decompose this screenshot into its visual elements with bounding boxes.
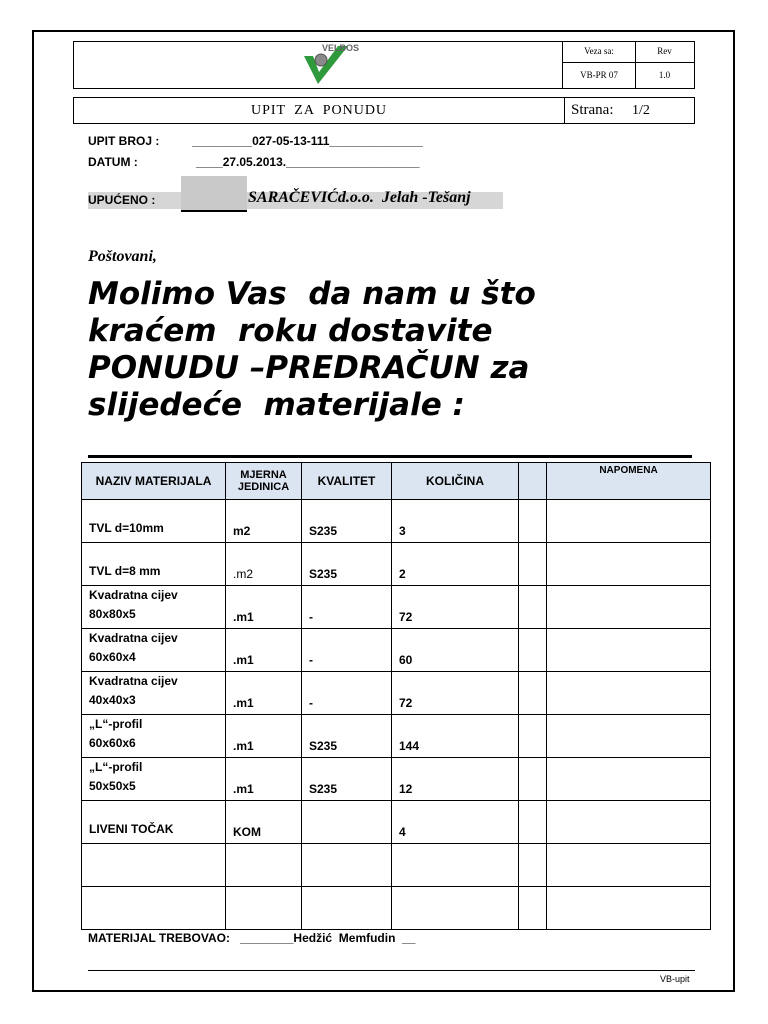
unit-value: .m1	[233, 739, 254, 753]
table-row	[82, 543, 711, 586]
qty-value	[399, 882, 518, 886]
unit-value: .m1	[233, 696, 254, 710]
name-line2	[89, 925, 225, 929]
cell-blank	[519, 586, 547, 629]
footer-code: VB-upit	[660, 974, 690, 984]
redacted-box	[181, 176, 247, 212]
cell-blank	[519, 715, 547, 758]
cell-qty	[392, 887, 519, 930]
unit-value: .m1	[233, 653, 254, 667]
quality-value: -	[309, 610, 313, 624]
name-line1: „L“-profil	[89, 760, 143, 774]
quality-value: S235	[309, 782, 338, 796]
quality-value: -	[309, 653, 313, 667]
name-line2: 40x40x3	[89, 693, 136, 707]
col-quality-header: KVALITET	[302, 463, 392, 500]
cell-unit	[226, 844, 302, 887]
cell-name	[82, 672, 226, 715]
page-label: Strana:	[571, 102, 614, 118]
cell-note	[547, 844, 711, 887]
requested-by	[88, 931, 415, 945]
name-line2: 80x80x5	[89, 607, 136, 621]
table-row	[82, 844, 711, 887]
cell-qty	[392, 758, 519, 801]
cell-name	[82, 758, 226, 801]
name-line2: 60x60x6	[89, 736, 136, 750]
footer-rule	[88, 970, 695, 971]
name-line2: LIVENI TOČAK	[89, 822, 174, 836]
name-line2: 50x50x5	[89, 779, 136, 793]
cell-quality	[302, 715, 392, 758]
recipient-name: SARAČEVIĆd.o.o. Jelah -Tešanj	[248, 189, 471, 206]
request-text: Molimo Vas da nam u što kraćem roku dostavite PONUDU –PREDRAČUN za slijedeće materijale :	[88, 276, 536, 423]
cell-name	[82, 887, 226, 930]
qty-value: 3	[399, 524, 406, 538]
document-header	[73, 41, 695, 89]
col-blank-header	[519, 463, 547, 500]
title-bar	[73, 97, 695, 124]
cell-note	[547, 586, 711, 629]
cell-name	[82, 844, 226, 887]
table-row	[82, 629, 711, 672]
veza-value: VB-PR 07	[580, 70, 618, 80]
upuceno-label: UPUĆENO :	[88, 193, 156, 207]
cell-name	[82, 500, 226, 543]
unit-value: .m1	[233, 610, 254, 624]
document-title: UPIT ZA PONUDU	[250, 103, 388, 118]
datum-label: DATUM :	[88, 155, 138, 169]
materials-table	[81, 462, 711, 930]
quality-value: S235	[309, 524, 338, 538]
quality-value: S235	[309, 739, 338, 753]
upit-broj-label: UPIT BROJ :	[88, 134, 160, 148]
cell-unit	[226, 887, 302, 930]
cell-unit	[226, 543, 302, 586]
cell-unit	[226, 672, 302, 715]
document-meta	[562, 42, 694, 88]
datum-value: ____27.05.2013.____________________	[196, 155, 420, 169]
name-line1: Kvadratna cijev	[89, 631, 178, 645]
cell-unit	[226, 586, 302, 629]
cell-name	[82, 715, 226, 758]
qty-value	[399, 925, 518, 929]
divider	[88, 455, 692, 458]
logo-text: VELBOS	[322, 43, 360, 53]
table-row	[82, 586, 711, 629]
name-line1: Kvadratna cijev	[89, 588, 178, 602]
qty-value: 4	[399, 825, 406, 839]
name-line2: TVL d=10mm	[89, 521, 164, 535]
cell-qty	[392, 715, 519, 758]
recipient-row	[88, 186, 503, 212]
cell-quality	[302, 801, 392, 844]
cell-quality	[302, 887, 392, 930]
unit-value	[233, 925, 301, 929]
col-unit-header: MJERNA JEDINICA	[226, 463, 302, 500]
table-row	[82, 672, 711, 715]
cell-qty	[392, 543, 519, 586]
cell-note	[547, 887, 711, 930]
cell-quality	[302, 629, 392, 672]
cell-note	[547, 715, 711, 758]
name-line2: 60x60x4	[89, 650, 136, 664]
cell-quality	[302, 586, 392, 629]
cell-note	[547, 758, 711, 801]
cell-quality	[302, 672, 392, 715]
quality-value	[309, 882, 391, 886]
cell-quality	[302, 543, 392, 586]
cell-note	[547, 543, 711, 586]
table-row	[82, 758, 711, 801]
qty-value: 144	[399, 739, 420, 753]
unit-value: .m2	[233, 567, 254, 581]
veza-label: Veza sa:	[584, 46, 614, 56]
cell-qty	[392, 672, 519, 715]
cell-blank	[519, 758, 547, 801]
qty-value: 60	[399, 653, 413, 667]
unit-value: .m1	[233, 782, 254, 796]
upit-broj-value: _________027-05-13-111______________	[192, 134, 423, 148]
cell-name	[82, 801, 226, 844]
rev-label: Rev	[657, 46, 672, 56]
requested-value: ________Hedžić Memfudin __	[240, 931, 416, 945]
cell-qty	[392, 844, 519, 887]
cell-blank	[519, 672, 547, 715]
page-number: 1/2	[632, 103, 650, 118]
cell-name	[82, 543, 226, 586]
qty-value: 12	[399, 782, 413, 796]
cell-quality	[302, 758, 392, 801]
cell-unit	[226, 715, 302, 758]
qty-value: 72	[399, 696, 413, 710]
unit-value: KOM	[233, 825, 261, 839]
name-line2	[89, 882, 225, 886]
velbos-logo	[300, 42, 364, 88]
rev-value: 1.0	[658, 70, 671, 80]
cell-qty	[392, 801, 519, 844]
cell-quality	[302, 844, 392, 887]
cell-qty	[392, 586, 519, 629]
cell-blank	[519, 500, 547, 543]
unit-value: m2	[233, 524, 251, 538]
cell-blank	[519, 629, 547, 672]
cell-name	[82, 586, 226, 629]
qty-value: 72	[399, 610, 413, 624]
quality-value: S235	[309, 567, 338, 581]
quality-value: -	[309, 696, 313, 710]
qty-value: 2	[399, 567, 406, 581]
col-name-header: NAZIV MATERIJALA	[82, 463, 226, 500]
quality-value	[309, 925, 391, 929]
cell-blank	[519, 844, 547, 887]
name-line1: Kvadratna cijev	[89, 674, 178, 688]
table-row	[82, 801, 711, 844]
greeting: Poštovani,	[88, 248, 157, 265]
table-row	[82, 887, 711, 930]
cell-note	[547, 801, 711, 844]
table-row	[82, 715, 711, 758]
cell-qty	[392, 629, 519, 672]
cell-blank	[519, 887, 547, 930]
cell-unit	[226, 758, 302, 801]
table-row	[82, 500, 711, 543]
cell-note	[547, 500, 711, 543]
cell-unit	[226, 500, 302, 543]
cell-unit	[226, 801, 302, 844]
cell-name	[82, 629, 226, 672]
cell-blank	[519, 801, 547, 844]
cell-qty	[392, 500, 519, 543]
col-note-header: NAPOMENA	[547, 463, 711, 500]
cell-quality	[302, 500, 392, 543]
name-line1: „L“-profil	[89, 717, 143, 731]
cell-note	[547, 629, 711, 672]
unit-value	[233, 882, 301, 886]
name-line2: TVL d=8 mm	[89, 564, 161, 578]
col-qty-header: KOLIČINA	[392, 463, 519, 500]
table-header-row	[82, 463, 711, 500]
quality-value	[309, 839, 391, 843]
requested-label: MATERIJAL TREBOVAO:	[88, 931, 231, 945]
cell-note	[547, 672, 711, 715]
cell-blank	[519, 543, 547, 586]
cell-unit	[226, 629, 302, 672]
